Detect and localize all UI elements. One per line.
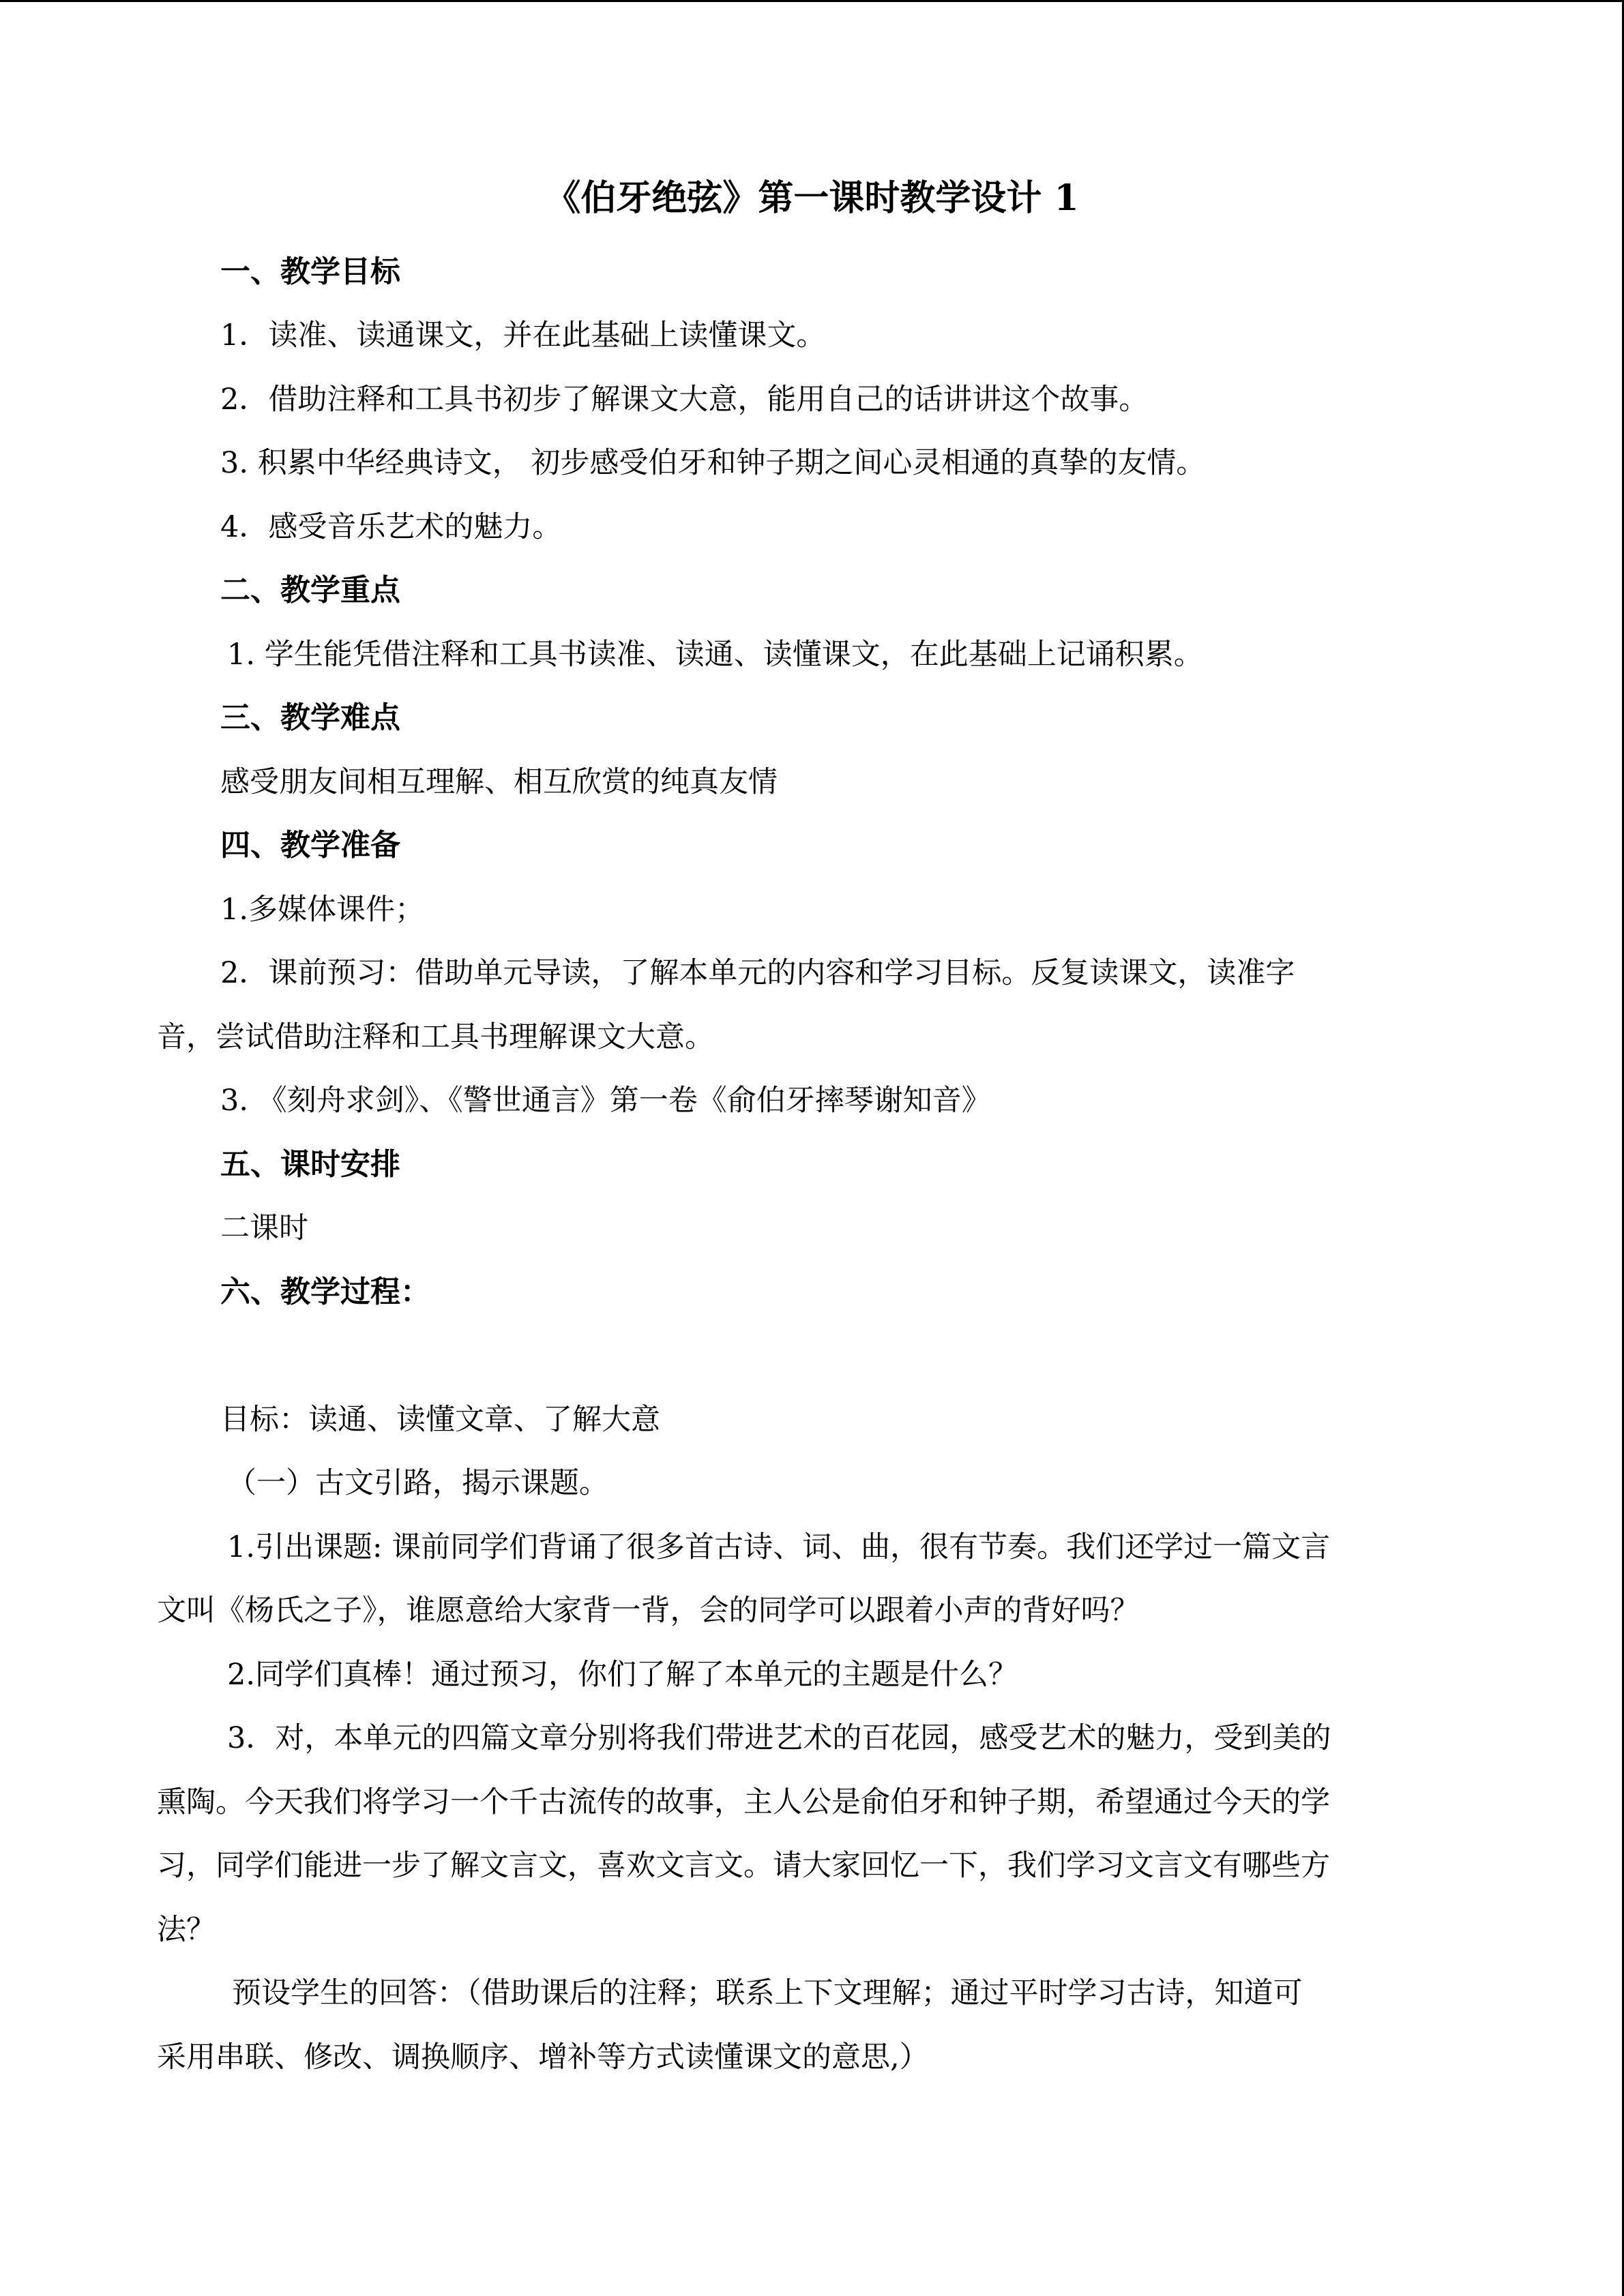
preparation-item: 1.多媒体课件； <box>220 893 425 927</box>
schedule-heading: 五、课时安排 <box>220 1147 400 1182</box>
process-paragraph-continued: 文叫《杨氏之子》，谁愿意给大家背一背，会的同学可以跟着小声的背好吗？ <box>157 1594 1140 1628</box>
process-paragraph: 1.引出课题: 课前同学们背诵了很多首古诗、词、曲，很有节奏。我们还学过一篇文言 <box>227 1530 1331 1564</box>
process-paragraph-continued: 习，同学们能进一步了解文言文，喜欢文言文。请大家回忆一下，我们学习文言文有哪些方 <box>157 1849 1330 1883</box>
process-paragraph-continued: 法？ <box>157 1913 216 1947</box>
process-objective: 目标：读通、读懂文章、了解大意 <box>220 1403 660 1437</box>
difficulties-text: 感受朋友间相互理解、相互欣赏的纯真友情 <box>220 765 778 799</box>
process-paragraph: 3．对，本单元的四篇文章分别将我们带进艺术的百花园，感受艺术的魅力，受到美的 <box>227 1721 1331 1755</box>
goal-item: 1．读准、读通课文，并在此基础上读懂课文。 <box>220 318 826 353</box>
process-paragraph: 2.同学们真棒！通过预习，你们了解了本单元的主题是什么？ <box>227 1658 1018 1692</box>
difficulties-heading: 三、教学难点 <box>220 700 400 735</box>
goal-item: 2．借助注释和工具书初步了解课文大意，能用自己的话讲讲这个故事。 <box>220 383 1149 417</box>
process-part-title: （一）古文引路，揭示课题。 <box>227 1466 608 1500</box>
preparation-item-continued: 音，尝试借助注释和工具书理解课文大意。 <box>157 1020 714 1054</box>
goals-heading: 一、教学目标 <box>220 254 400 289</box>
process-heading: 六、教学过程： <box>220 1274 430 1309</box>
key-point-item: 1. 学生能凭借注释和工具书读准、读通、读懂课文，在此基础上记诵积累。 <box>227 638 1203 672</box>
goal-item: 3. 积累中华经典诗文， 初步感受伯牙和钟子期之间心灵相通的真挚的友情。 <box>220 446 1206 480</box>
schedule-text: 二课时 <box>220 1211 308 1245</box>
preparation-item: 2．课前预习：借助单元导读，了解本单元的内容和学习目标。反复读课文，读准字 <box>220 956 1295 990</box>
page-border-top <box>0 0 1624 2</box>
preparation-item: 3. 《刻舟求剑》、《警世通言》第一卷《俞伯牙摔琴谢知音》 <box>220 1084 991 1118</box>
key-points-heading: 二、教学重点 <box>220 573 400 608</box>
preparation-heading: 四、教学准备 <box>220 828 400 863</box>
goal-item: 4．感受音乐艺术的魅力。 <box>220 510 562 544</box>
process-paragraph-continued: 熏陶。今天我们将学习一个千古流传的故事，主人公是俞伯牙和钟子期，希望通过今天的学 <box>157 1785 1330 1819</box>
page-title: 《伯牙绝弦》第一课时教学设计 1 <box>545 177 1079 219</box>
student-answer: 预设学生的回答：（借助课后的注释；联系上下文理解；通过平时学习古诗，知道可 <box>232 1976 1303 2010</box>
student-answer-continued: 采用串联、修改、调换顺序、增补等方式读懂课文的意思,） <box>157 2040 929 2074</box>
